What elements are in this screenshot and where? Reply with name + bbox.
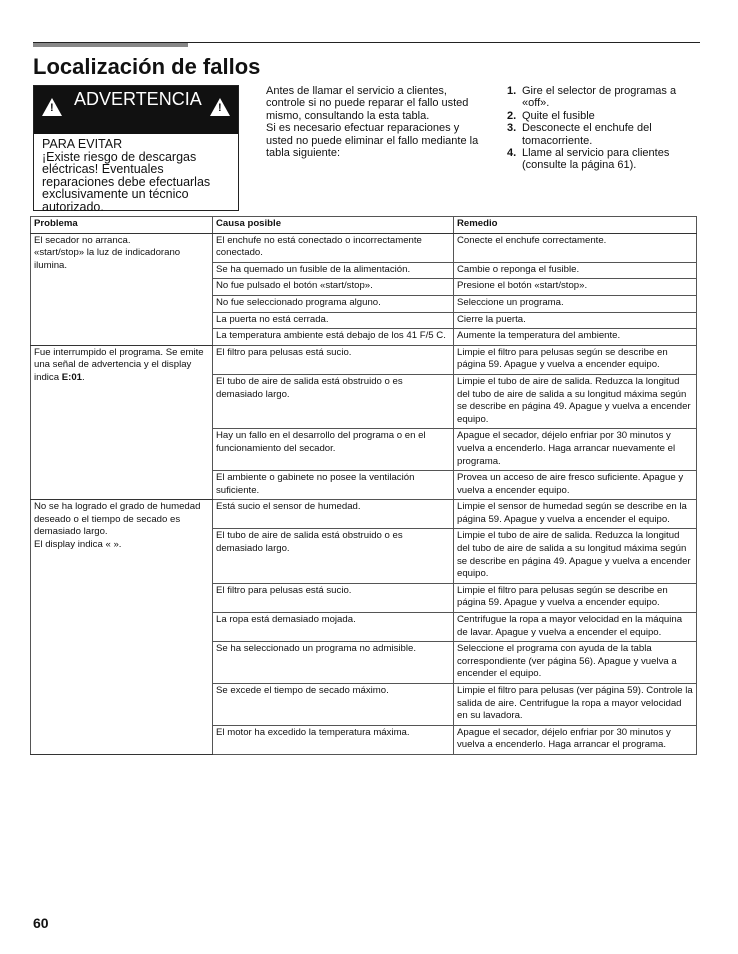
intro-paragraph: Si es necesario efectuar reparaciones y usted no puede eliminar el fallo mediante la tabla siguiente: [266,122,479,160]
cause-cell: El tubo de aire de salida está obstruido o es demasiado largo. [213,529,454,583]
warning-box [33,85,239,214]
cause-cell: Se ha quemado un fusible de la alimentación. [213,262,454,279]
problem-cell [31,233,213,345]
troubleshooting-table [30,216,697,755]
cause-cell: El filtro para pelusas está sucio. [213,583,454,612]
column-header-cause: Causa posible [213,217,454,234]
cause-cell: Está sucio el sensor de humedad. [213,500,454,529]
warning-body [42,138,238,213]
cause-cell: La puerta no está cerrada. [213,312,454,329]
problem-text: No se ha logrado el grado de humedad deseado o el tiempo de secado es demasiado largo. [34,501,201,538]
problem-text: . [82,371,85,383]
cause-cell: Hay un fallo en el desarrollo del programa o en el funcionamiento del secador. [213,429,454,471]
remedy-cell: Cambie o reponga el fusible. [454,262,697,279]
problem-text: «start/stop» la luz de indicadorano ilumina. [34,247,181,271]
warning-header [34,86,238,134]
cause-cell: El ambiente o gabinete no posee la ventilación suficiente. [213,471,454,500]
remedy-cell: Limpie el filtro para pelusas (ver página 59). Controle la salida de aire. Centrifugue la ropa a mayor velocidad en su lavadora. [454,684,697,726]
remedy-cell: Aumente la temperatura del ambiente. [454,329,697,346]
cause-cell: El enchufe no está conectado o incorrectamente conectado. [213,233,454,262]
page-title: Localización de fallos [33,54,261,79]
cause-cell: La ropa está demasiado mojada. [213,613,454,642]
warning-triangle-icon [42,98,62,116]
intro-text [266,85,481,159]
table-row [31,233,697,262]
page-number: 60 [33,915,49,931]
error-code: E:01 [61,371,83,383]
warning-heading: ADVERTENCIA [74,89,202,109]
remedy-cell: Limpie el filtro para pelusas según se describe en página 59. Apague y vuelva a encender equipo. [454,345,697,374]
cause-cell: No fue seleccionado programa alguno. [213,295,454,312]
steps-list [507,85,697,172]
cause-cell: Se ha seleccionado un programa no admisible. [213,642,454,684]
remedy-cell: Limpie el sensor de humedad según se describe en la página 59. Apague y vuelva a encender el equipo. [454,500,697,529]
table-row [31,500,697,529]
cause-cell: Se excede el tiempo de secado máximo. [213,684,454,726]
step-number: 2. [507,109,517,122]
cause-cell: El filtro para pelusas está sucio. [213,345,454,374]
remedy-cell: Limpie el tubo de aire de salida. Reduzca la longitud del tubo de aire de salida a su longitud máxima según se describe en página 49. Apague y vuelva a encender equipo. [454,374,697,428]
remedy-cell: Limpie el tubo de aire de salida. Reduzca la longitud del tubo de aire de salida a su longitud máxima según se describe en página 49. Apague y vuelva a encender equipo. [454,529,697,583]
table-row [31,345,697,374]
warning-lead: PARA EVITAR [42,137,123,151]
cause-cell: El motor ha excedido la temperatura máxima. [213,725,454,754]
top-rule-accent [33,43,188,47]
intro-paragraph: Antes de llamar el servicio a clientes, controle si no puede reparar el fallo usted mismo, consultando la esta tabla. [266,85,469,122]
remedy-cell: Apague el secador, déjelo enfriar por 30 minutos y vuelva a encenderlo. Haga arrancar nuevamente el programa. [454,429,697,471]
remedy-cell: Apague el secador, déjelo enfriar por 30 minutos y vuelva a encenderlo. Haga arrancar el programa. [454,725,697,754]
problem-text: Fue interrumpido el programa. Se emite una señal de advertencia y el display indica [34,346,204,383]
cause-cell: No fue pulsado el botón «start/stop». [213,279,454,296]
remedy-cell: Seleccione el programa con ayuda de la tabla correspondiente (ver página 56). Apague y vuelva a encender el equipo. [454,642,697,684]
remedy-cell: Centrifugue la ropa a mayor velocidad en la máquina de lavar. Apague y vuelva a encender el equipo. [454,613,697,642]
step-text: Llame al servicio para clientes (consulte la página 61). [522,147,670,172]
warning-triangle-icon [210,98,230,116]
problem-cell [31,345,213,500]
remedy-cell: Seleccione un programa. [454,295,697,312]
step-item [507,110,697,122]
problem-text: El secador no arranca. [34,234,131,246]
cause-cell: La temperatura ambiente está debajo de los 41 F/5 C. [213,329,454,346]
step-number: 3. [507,122,517,135]
column-header-problem: Problema [31,217,213,234]
remedy-cell: Limpie el filtro para pelusas según se describe en página 59. Apague y vuelva a encender equipo. [454,583,697,612]
step-text: Quite el fusible [522,109,595,122]
column-header-remedy: Remedio [454,217,697,234]
step-number: 1. [507,85,517,97]
remedy-cell: Cierre la puerta. [454,312,697,329]
step-item [507,85,697,110]
problem-text: El display indica « ». [34,539,122,551]
step-item [507,147,697,172]
remedy-cell: Conecte el enchufe correctamente. [454,233,697,262]
warning-text: ¡Existe riesgo de descargas eléctricas! Eventuales reparaciones debe efectuarlas exclusivamente un técnico autorizado. [42,149,211,214]
table-header-row [31,217,697,234]
step-text: Desconecte el enchufe del tomacorriente. [522,122,652,147]
cause-cell: El tubo de aire de salida está obstruido o es demasiado largo. [213,374,454,428]
remedy-cell: Presione el botón «start/stop». [454,279,697,296]
problem-cell [31,500,213,755]
step-number: 4. [507,147,517,160]
step-item [507,122,697,147]
step-text: Gire el selector de programas a «off». [522,85,677,110]
remedy-cell: Provea un acceso de aire fresco suficiente. Apague y vuelva a encender equipo. [454,471,697,500]
